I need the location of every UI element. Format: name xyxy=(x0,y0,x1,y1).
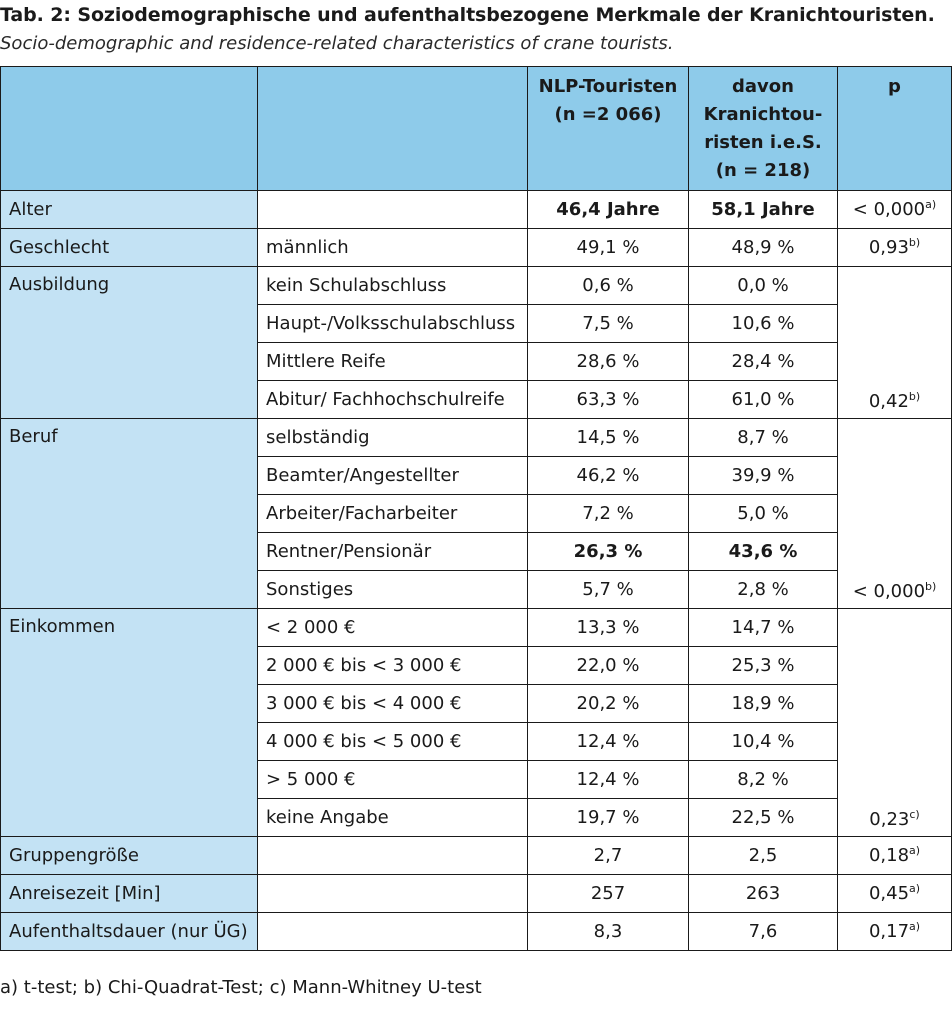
row-label-einkommen: Einkommen xyxy=(1,609,258,837)
cell-nlp: 257 xyxy=(528,875,689,913)
table-row xyxy=(1,609,952,647)
row-label-alter: Alter xyxy=(1,191,258,229)
cell-kranich: 14,7 % xyxy=(689,609,838,647)
row-label-aufenthaltsdauer: Aufenthaltsdauer (nur ÜG) xyxy=(1,913,258,951)
cell-p-value: 0,17$^{a)}$ xyxy=(838,913,952,951)
cell-nlp: 14,5 % xyxy=(528,419,689,457)
row-sub-empty xyxy=(258,837,528,875)
cell-kranich: 28,4 % xyxy=(689,343,838,381)
row-sub-empty xyxy=(258,191,528,229)
header-characteristic xyxy=(1,67,258,191)
cell-category: Rentner/Pensionär xyxy=(258,533,528,571)
cell-kranich: 7,6 xyxy=(689,913,838,951)
cell-kranich: 5,0 % xyxy=(689,495,838,533)
row-label-anreisezeit: Anreisezeit [Min] xyxy=(1,875,258,913)
cell-nlp: 22,0 % xyxy=(528,647,689,685)
cell-kranich: 10,6 % xyxy=(689,305,838,343)
row-sub-empty xyxy=(258,875,528,913)
cell-p-value: 0,93$^{b)}$ xyxy=(838,229,952,267)
cell-nlp: 12,4 % xyxy=(528,761,689,799)
cell-kranich: 8,2 % xyxy=(689,761,838,799)
cell-nlp: 26,3 % xyxy=(528,533,689,571)
header-row xyxy=(1,67,952,191)
cell-nlp: 2,7 xyxy=(528,837,689,875)
cell-nlp: 7,2 % xyxy=(528,495,689,533)
header-kranich-line3: risten i.e.S. xyxy=(704,132,822,153)
cell-category: selbständig xyxy=(258,419,528,457)
row-label-beruf: Beruf xyxy=(1,419,258,609)
cell-nlp: 28,6 % xyxy=(528,343,689,381)
cell-category: 3 000 € bis < 4 000 € xyxy=(258,685,528,723)
cell-p-value: < $0,000^{a)}$ xyxy=(838,191,952,229)
cell-p-value: 0,42$^{b)}$ xyxy=(838,267,952,419)
cell-category: keine Angabe xyxy=(258,799,528,837)
cell-p-value: 0,45$^{a)}$ xyxy=(838,875,952,913)
cell-category: männlich xyxy=(258,229,528,267)
header-nlp-touristen xyxy=(528,67,689,191)
cell-nlp: 46,2 % xyxy=(528,457,689,495)
row-sub-empty xyxy=(258,913,528,951)
cell-kranich: 2,8 % xyxy=(689,571,838,609)
cell-kranich: 8,7 % xyxy=(689,419,838,457)
header-category xyxy=(258,67,528,191)
header-nlp-line2: (n =2 066) xyxy=(554,104,662,125)
cell-kranich: 0,0 % xyxy=(689,267,838,305)
table-row xyxy=(1,875,952,913)
cell-kranich: 18,9 % xyxy=(689,685,838,723)
table-title: Tab. 2: Soziodemographische und aufenthaltsbezogene Merkmale der Kranichtouristen. xyxy=(0,4,935,26)
cell-category: < 2 000 € xyxy=(258,609,528,647)
cell-nlp: 19,7 % xyxy=(528,799,689,837)
cell-category: Haupt-/Volksschulabschluss xyxy=(258,305,528,343)
cell-category: Mittlere Reife xyxy=(258,343,528,381)
table-row xyxy=(1,913,952,951)
cell-kranich: 61,0 % xyxy=(689,381,838,419)
cell-category: 2 000 € bis < 3 000 € xyxy=(258,647,528,685)
cell-category: kein Schulabschluss xyxy=(258,267,528,305)
table-row xyxy=(1,837,952,875)
cell-nlp: 0,6 % xyxy=(528,267,689,305)
cell-nlp: 49,1 % xyxy=(528,229,689,267)
row-label-gruppengroesse: Gruppengröße xyxy=(1,837,258,875)
cell-category: > 5 000 € xyxy=(258,761,528,799)
cell-kranich: 10,4 % xyxy=(689,723,838,761)
cell-nlp: 63,3 % xyxy=(528,381,689,419)
header-kranich-line1: davon xyxy=(732,76,794,97)
cell-category: Sonstiges xyxy=(258,571,528,609)
header-nlp-line1: NLP-Touristen xyxy=(538,76,678,97)
cell-kranich: 2,5 xyxy=(689,837,838,875)
row-label-geschlecht: Geschlecht xyxy=(1,229,258,267)
cell-category: Abitur/ Fachhochschulreife xyxy=(258,381,528,419)
cell-kranich: 25,3 % xyxy=(689,647,838,685)
table-row xyxy=(1,229,952,267)
table-footnote: a) t-test; b) Chi-Quadrat-Test; c) Mann-Whitney U-test xyxy=(0,977,482,998)
row-label-ausbildung: Ausbildung xyxy=(1,267,258,419)
table-row xyxy=(1,419,952,457)
cell-category: Beamter/Angestellter xyxy=(258,457,528,495)
cell-nlp: 8,3 xyxy=(528,913,689,951)
cell-nlp: 5,7 % xyxy=(528,571,689,609)
table-row xyxy=(1,267,952,305)
cell-nlp: 13,3 % xyxy=(528,609,689,647)
header-p-value: p xyxy=(838,67,952,191)
cell-p-value: < $0,000^{b)}$ xyxy=(838,419,952,609)
cell-nlp: 7,5 % xyxy=(528,305,689,343)
cell-category: Arbeiter/Facharbeiter xyxy=(258,495,528,533)
cell-nlp: 12,4 % xyxy=(528,723,689,761)
table-subtitle: Socio-demographic and residence-related characteristics of crane tourists. xyxy=(0,33,674,54)
cell-kranich: 22,5 % xyxy=(689,799,838,837)
cell-category: 4 000 € bis < 5 000 € xyxy=(258,723,528,761)
cell-nlp: 46,4 Jahre xyxy=(528,191,689,229)
cell-kranich: 58,1 Jahre xyxy=(689,191,838,229)
cell-kranich: 43,6 % xyxy=(689,533,838,571)
data-table xyxy=(0,66,952,951)
cell-kranich: 39,9 % xyxy=(689,457,838,495)
cell-kranich: 48,9 % xyxy=(689,229,838,267)
cell-p-value: 0,23$^{c)}$ xyxy=(838,609,952,837)
cell-p-value: 0,18$^{a)}$ xyxy=(838,837,952,875)
header-kranich-line4: (n = 218) xyxy=(715,160,811,181)
cell-nlp: 20,2 % xyxy=(528,685,689,723)
header-kranich-line2: Kranichtou- xyxy=(703,104,823,125)
cell-kranich: 263 xyxy=(689,875,838,913)
table-row xyxy=(1,191,952,229)
header-kranichtouristen xyxy=(689,67,838,191)
